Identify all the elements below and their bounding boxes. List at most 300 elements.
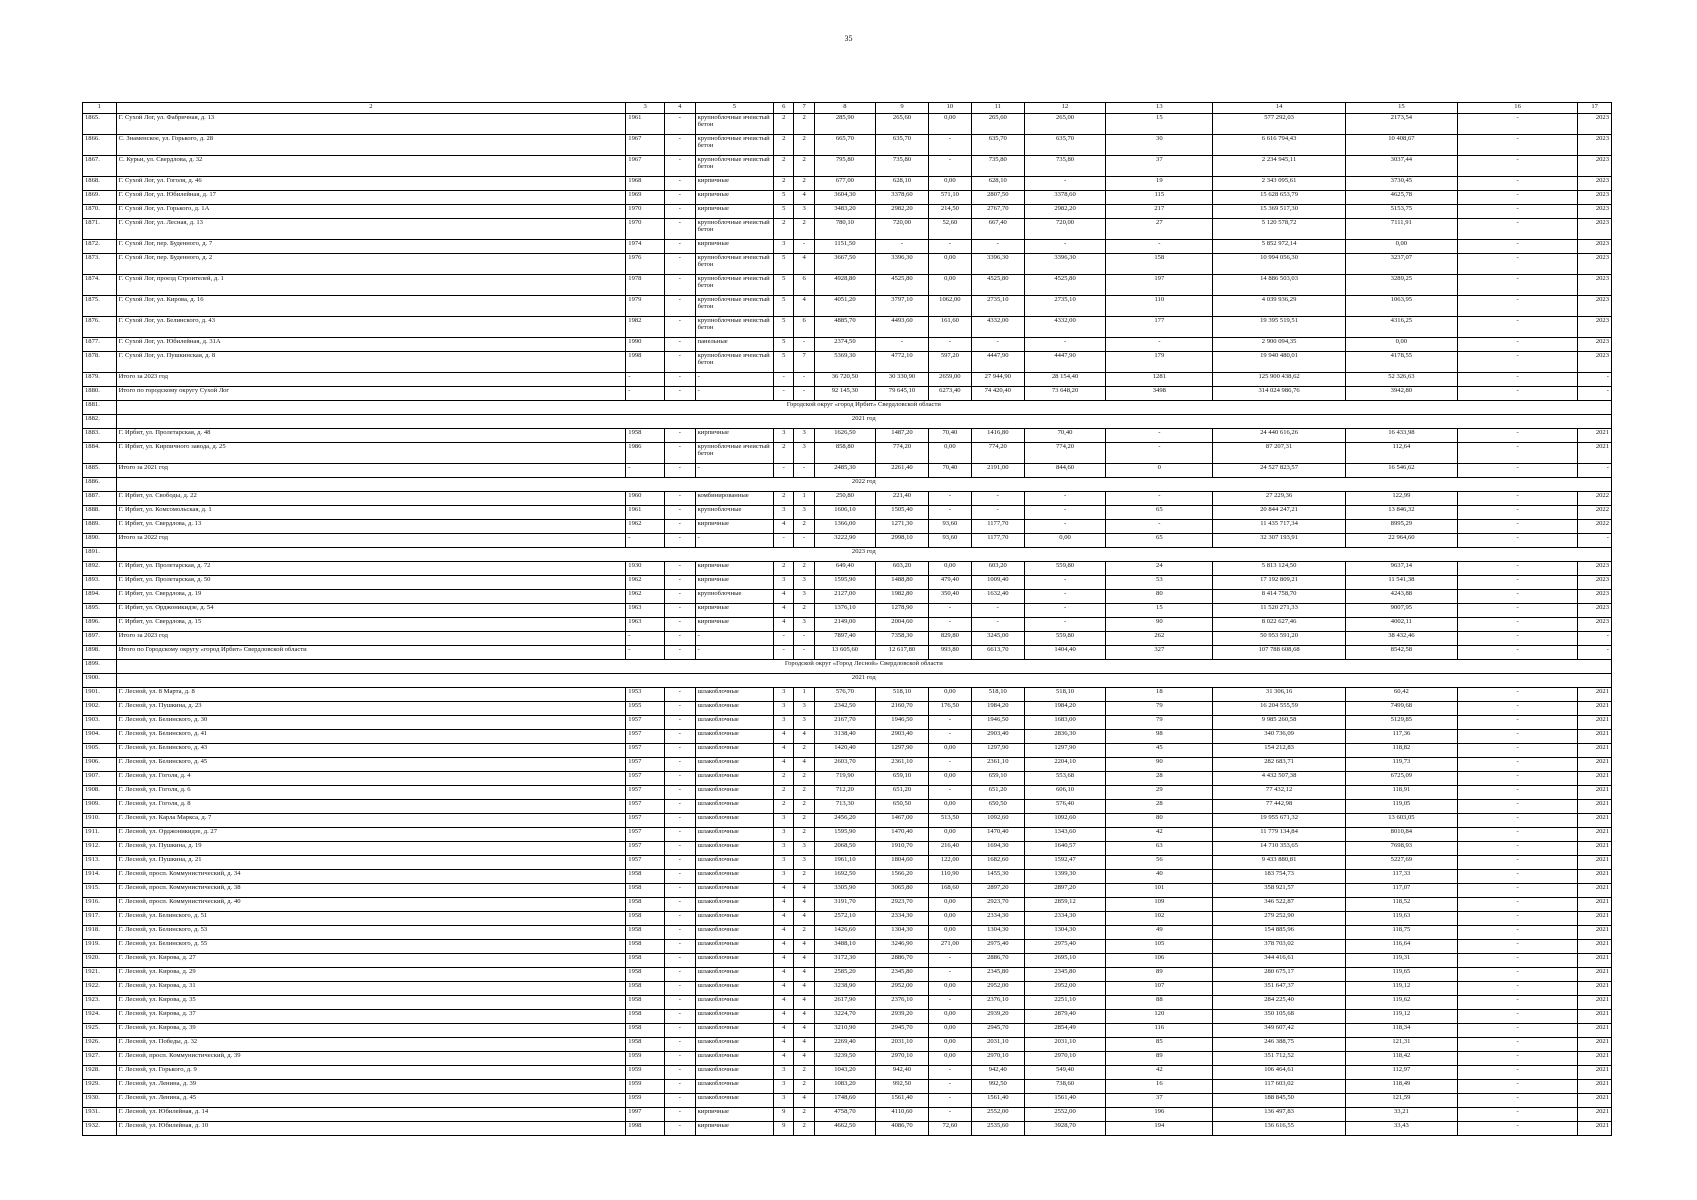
table-cell: 14 710 353,65 — [1213, 842, 1346, 856]
table-cell: - — [1024, 177, 1106, 191]
table-cell: 177 — [1106, 317, 1213, 338]
table-cell: 4447,90 — [1024, 352, 1106, 373]
table-cell: 2 — [794, 219, 814, 240]
row-number: 1874. — [83, 275, 117, 296]
table-cell: 1958 — [626, 898, 665, 912]
table-cell: 4 — [774, 604, 794, 618]
table-cell: 2 — [794, 828, 814, 842]
table-cell: 24 — [1106, 562, 1213, 576]
table-cell: шлакоблочные — [695, 842, 773, 856]
table-cell: - — [695, 534, 773, 548]
table-cell: 118,52 — [1345, 898, 1457, 912]
table-cell: 650,50 — [971, 800, 1024, 814]
table-cell: - — [665, 576, 696, 590]
table-cell: 1961,10 — [814, 856, 875, 870]
table-cell: 1958 — [626, 912, 665, 926]
table-cell: 774,20 — [1024, 443, 1106, 464]
table-cell: 5 120 578,72 — [1213, 219, 1346, 240]
table-cell: - — [1457, 786, 1577, 800]
table-cell: 1 — [794, 492, 814, 506]
row-number: 1932. — [83, 1122, 117, 1136]
table-cell: 3 — [794, 590, 814, 604]
table-cell: 1063,95 — [1345, 296, 1457, 317]
table-cell: - — [774, 534, 794, 548]
table-cell: 5153,75 — [1345, 205, 1457, 219]
table-cell: 10 994 056,30 — [1213, 254, 1346, 275]
table-cell: - — [665, 968, 696, 982]
table-cell: 118,49 — [1345, 1080, 1457, 1094]
table-cell: 4 — [774, 982, 794, 996]
table-cell: 3 — [774, 1094, 794, 1108]
table-cell: 597,20 — [928, 352, 971, 373]
table-cell: 7111,91 — [1345, 219, 1457, 240]
table-cell: 2 — [794, 870, 814, 884]
row-number: 1906. — [83, 758, 117, 772]
table-cell: - — [1457, 1122, 1577, 1136]
table-cell: - — [1457, 275, 1577, 296]
table-cell: 2021 — [1578, 870, 1612, 884]
table-cell: - — [665, 828, 696, 842]
table-cell: - — [794, 632, 814, 646]
table-cell: 2 — [794, 926, 814, 940]
table-cell: 795,80 — [814, 156, 875, 177]
address-cell: Г. Сухой Лог, ул. Юбилейная, д. 31А — [116, 338, 626, 352]
table-cell: 2 — [794, 520, 814, 534]
table-cell: 63 — [1106, 842, 1213, 856]
table-cell: 2021 — [1578, 758, 1612, 772]
address-cell: Г. Сухой Лог, ул. Горького, д. 1А — [116, 205, 626, 219]
row-number: 1917. — [83, 912, 117, 926]
table-cell: 0,00 — [928, 898, 971, 912]
table-cell: - — [1457, 191, 1577, 205]
table-cell: 194 — [1106, 1122, 1213, 1136]
table-cell: 659,10 — [875, 772, 928, 786]
total-row — [83, 534, 1612, 548]
table-cell: - — [665, 758, 696, 772]
table-cell: 603,20 — [971, 562, 1024, 576]
total-row — [83, 646, 1612, 660]
table-cell: шлакоблочные — [695, 814, 773, 828]
table-cell: 1958 — [626, 1024, 665, 1038]
table-cell: 4 — [774, 758, 794, 772]
table-cell: 513,50 — [928, 814, 971, 828]
table-cell: 553,68 — [1024, 772, 1106, 786]
table-cell: - — [1457, 828, 1577, 842]
table-cell: 4 — [774, 520, 794, 534]
address-cell: С. Курьи, ул. Свердлова, д. 32 — [116, 156, 626, 177]
table-cell: 5 813 124,50 — [1213, 562, 1346, 576]
address-cell: Г. Лесной, ул. Юбилейная, д. 10 — [116, 1122, 626, 1136]
table-cell: 154 885,96 — [1213, 926, 1346, 940]
table-cell: 121,31 — [1345, 1038, 1457, 1052]
address-cell: Г. Лесной, ул. Кирова, д. 29 — [116, 968, 626, 982]
table-cell: - — [928, 1080, 971, 1094]
table-cell: 50 953 591,20 — [1213, 632, 1346, 646]
table-cell: - — [665, 317, 696, 338]
table-cell: - — [665, 429, 696, 443]
address-cell: Г. Лесной, ул. Белинского, д. 53 — [116, 926, 626, 940]
table-cell: 1467,00 — [875, 814, 928, 828]
table-row — [83, 296, 1612, 317]
table-cell: 2023 — [1578, 296, 1612, 317]
table-cell: 2585,20 — [814, 968, 875, 982]
table-cell: 2021 — [1578, 814, 1612, 828]
table-cell: 1640,57 — [1024, 842, 1106, 856]
table-cell: кирпичные — [695, 520, 773, 534]
table-cell: - — [971, 492, 1024, 506]
table-cell: 1151,50 — [814, 240, 875, 254]
table-row — [83, 1108, 1612, 1122]
table-cell: - — [1457, 884, 1577, 898]
table-cell: 1626,50 — [814, 429, 875, 443]
table-cell: 49 — [1106, 926, 1213, 940]
table-cell: 3 — [774, 240, 794, 254]
row-number: 1881. — [83, 401, 117, 415]
row-number: 1908. — [83, 786, 117, 800]
table-cell: - — [1457, 1066, 1577, 1080]
table-cell: 2886,70 — [971, 954, 1024, 968]
table-cell: 119,62 — [1345, 996, 1457, 1010]
table-cell: 1505,40 — [875, 506, 928, 520]
header-cell: 13 — [1106, 103, 1213, 114]
table-cell: - — [665, 443, 696, 464]
address-cell: Г. Лесной, ул. Пушкина, д. 19 — [116, 842, 626, 856]
section-heading-row — [83, 478, 1612, 492]
table-cell: - — [665, 177, 696, 191]
table-cell: 5 — [774, 254, 794, 275]
table-cell: 378 703,02 — [1213, 940, 1346, 954]
table-cell: 576,40 — [1024, 800, 1106, 814]
table-cell: 2261,40 — [875, 464, 928, 478]
table-cell: 1420,40 — [814, 744, 875, 758]
table-cell: - — [665, 618, 696, 632]
table-cell: - — [875, 338, 928, 352]
table-cell: 3396,30 — [875, 254, 928, 275]
address-cell: Г. Ирбит, ул. Пролетарская, д. 48 — [116, 429, 626, 443]
table-cell: 2975,40 — [971, 940, 1024, 954]
table-cell: 4 — [774, 940, 794, 954]
table-cell: - — [1457, 842, 1577, 856]
row-number: 1913. — [83, 856, 117, 870]
table-cell: 19 — [1106, 177, 1213, 191]
table-cell: - — [774, 387, 794, 401]
row-number: 1911. — [83, 828, 117, 842]
table-cell: 1957 — [626, 730, 665, 744]
table-row — [83, 954, 1612, 968]
table-cell: шлакоблочные — [695, 800, 773, 814]
table-cell: 13 603,05 — [1345, 814, 1457, 828]
table-cell: 2023 — [1578, 135, 1612, 156]
table-cell: 1092,60 — [971, 814, 1024, 828]
table-cell: 4525,80 — [1024, 275, 1106, 296]
address-cell: Г. Лесной, ул. Ленина, д. 45 — [116, 1094, 626, 1108]
table-cell: 53 — [1106, 576, 1213, 590]
table-cell: 2945,70 — [971, 1024, 1024, 1038]
table-cell: 1961 — [626, 506, 665, 520]
table-cell: - — [794, 534, 814, 548]
table-cell: шлакоблочные — [695, 1024, 773, 1038]
table-cell: 105 — [1106, 940, 1213, 954]
table-cell: 2021 — [1578, 800, 1612, 814]
table-cell: 1595,90 — [814, 576, 875, 590]
table-row — [83, 912, 1612, 926]
table-cell: 3191,70 — [814, 898, 875, 912]
table-cell: 351 647,37 — [1213, 982, 1346, 996]
table-cell: 720,00 — [875, 219, 928, 240]
table-cell: 3239,50 — [814, 1052, 875, 1066]
table-cell: 3224,70 — [814, 1010, 875, 1024]
table-cell: 1957 — [626, 772, 665, 786]
table-cell: 2021 — [1578, 744, 1612, 758]
table-cell: 2 — [774, 219, 794, 240]
table-cell: 112,97 — [1345, 1066, 1457, 1080]
table-cell: 4 — [794, 730, 814, 744]
table-cell: 1177,70 — [971, 520, 1024, 534]
table-cell: 1958 — [626, 954, 665, 968]
address-cell: Итого за 2023 год — [116, 373, 626, 387]
table-cell: 1968 — [626, 177, 665, 191]
table-cell: кирпичные — [695, 562, 773, 576]
table-cell: - — [928, 954, 971, 968]
table-cell: крупноблочные ячеистый бетон — [695, 317, 773, 338]
table-cell: 738,60 — [1024, 1080, 1106, 1094]
table-cell: 1297,90 — [875, 744, 928, 758]
table-cell: 4 — [794, 1010, 814, 1024]
table-row — [83, 177, 1612, 191]
table-cell: 117,36 — [1345, 730, 1457, 744]
table-cell: - — [665, 205, 696, 219]
table-cell: 27 944,90 — [971, 373, 1024, 387]
table-cell: 120 — [1106, 1010, 1213, 1024]
table-cell: - — [665, 1066, 696, 1080]
table-cell: - — [1024, 240, 1106, 254]
table-cell: 3222,90 — [814, 534, 875, 548]
address-cell: Г. Лесной, ул. Пушкина, д. 23 — [116, 702, 626, 716]
table-cell: 2 — [794, 814, 814, 828]
table-cell: - — [1457, 156, 1577, 177]
table-row — [83, 240, 1612, 254]
table-cell: 4051,20 — [814, 296, 875, 317]
table-cell: 3 — [774, 814, 794, 828]
table-cell: панельные — [695, 338, 773, 352]
table-cell: 216,40 — [928, 842, 971, 856]
table-cell: - — [928, 156, 971, 177]
table-cell: 28 154,40 — [1024, 373, 1106, 387]
table-cell: - — [1457, 534, 1577, 548]
table-cell: 603,20 — [875, 562, 928, 576]
table-cell: 2836,30 — [1024, 730, 1106, 744]
table-cell: 2970,10 — [1024, 1052, 1106, 1066]
table-cell: 8 414 758,70 — [1213, 590, 1346, 604]
table-cell: - — [626, 646, 665, 660]
table-row — [83, 1038, 1612, 1052]
table-cell: 9 985 260,58 — [1213, 716, 1346, 730]
table-cell: 3378,60 — [875, 191, 928, 205]
table-cell: - — [665, 254, 696, 275]
table-cell: 2903,40 — [971, 730, 1024, 744]
table-row — [83, 429, 1612, 443]
table-cell: 3 — [794, 205, 814, 219]
table-cell: 3797,10 — [875, 296, 928, 317]
table-cell: 0,00 — [928, 1024, 971, 1038]
table-cell: 284 225,40 — [1213, 996, 1346, 1010]
table-cell: 2021 — [1578, 954, 1612, 968]
table-cell: кирпичные — [695, 191, 773, 205]
table-cell: 1271,30 — [875, 520, 928, 534]
table-cell: 1990 — [626, 338, 665, 352]
table-cell: - — [1457, 443, 1577, 464]
table-cell: 1959 — [626, 1052, 665, 1066]
table-cell: 1970 — [626, 219, 665, 240]
table-cell: - — [928, 338, 971, 352]
table-cell: 70,40 — [928, 429, 971, 443]
table-cell: - — [928, 135, 971, 156]
table-cell: 37 — [1106, 156, 1213, 177]
table-cell: - — [1578, 646, 1612, 660]
table-cell: 1399,30 — [1024, 870, 1106, 884]
table-cell: 1970 — [626, 205, 665, 219]
table-cell: шлакоблочные — [695, 982, 773, 996]
table-cell: 2897,20 — [971, 884, 1024, 898]
table-cell: 1963 — [626, 618, 665, 632]
table-cell: 24 527 823,57 — [1213, 464, 1346, 478]
table-cell: 7358,30 — [875, 632, 928, 646]
row-number: 1916. — [83, 898, 117, 912]
row-number: 1914. — [83, 870, 117, 884]
address-cell: Г. Лесной, ул. Ленина, д. 39 — [116, 1080, 626, 1094]
table-cell: 1561,40 — [875, 1094, 928, 1108]
table-cell: - — [1457, 702, 1577, 716]
table-cell: - — [774, 373, 794, 387]
table-cell: - — [1457, 562, 1577, 576]
table-cell: - — [1457, 506, 1577, 520]
table-cell: - — [1106, 443, 1213, 464]
table-cell: 2 — [794, 744, 814, 758]
table-cell: 649,40 — [814, 562, 875, 576]
table-cell: 844,60 — [1024, 464, 1106, 478]
table-cell: - — [1457, 912, 1577, 926]
table-cell: 77 432,12 — [1213, 786, 1346, 800]
table-cell: 2023 — [1578, 191, 1612, 205]
table-cell: - — [665, 800, 696, 814]
row-number: 1879. — [83, 373, 117, 387]
table-cell: 7897,40 — [814, 632, 875, 646]
table-cell: - — [1457, 1052, 1577, 1066]
table-cell: 5 — [774, 191, 794, 205]
table-cell: 79 645,10 — [875, 387, 928, 401]
table-cell: - — [1578, 387, 1612, 401]
total-row — [83, 632, 1612, 646]
table-cell: 2021 — [1578, 1066, 1612, 1080]
table-cell: 4 — [794, 1024, 814, 1038]
table-cell: 1958 — [626, 870, 665, 884]
table-cell: 0,00 — [928, 982, 971, 996]
table-cell: - — [665, 338, 696, 352]
table-cell: 154 212,83 — [1213, 744, 1346, 758]
table-cell: 4 — [774, 590, 794, 604]
table-cell: 3396,30 — [1024, 254, 1106, 275]
table-row — [83, 1052, 1612, 1066]
table-cell: 2 — [774, 135, 794, 156]
table-cell: - — [1578, 534, 1612, 548]
table-row — [83, 884, 1612, 898]
table-row — [83, 716, 1612, 730]
table-cell: 33,43 — [1345, 1122, 1457, 1136]
address-cell: Г. Сухой Лог, ул. Юбилейная, д. 17 — [116, 191, 626, 205]
table-cell: 0,00 — [1345, 338, 1457, 352]
table-cell: 2021 — [1578, 1080, 1612, 1094]
table-cell: 992,50 — [875, 1080, 928, 1094]
table-cell: 1946,50 — [875, 716, 928, 730]
table-cell: 1297,90 — [1024, 744, 1106, 758]
table-cell: 1930 — [626, 562, 665, 576]
table-cell: 2021 — [1578, 1052, 1612, 1066]
address-cell: Г. Лесной, ул. Гоголя, д. 4 — [116, 772, 626, 786]
table-cell: 1984,20 — [971, 702, 1024, 716]
table-cell: 4 — [774, 1052, 794, 1066]
row-number: 1878. — [83, 352, 117, 373]
table-cell: - — [1457, 1108, 1577, 1122]
table-cell: 735,80 — [875, 156, 928, 177]
table-cell: 2 — [794, 772, 814, 786]
table-row — [83, 1024, 1612, 1038]
table-cell: 1959 — [626, 1094, 665, 1108]
table-cell: кирпичные — [695, 177, 773, 191]
table-cell: 16 204 555,59 — [1213, 702, 1346, 716]
table-row — [83, 828, 1612, 842]
table-cell: 1470,40 — [875, 828, 928, 842]
header-cell: 15 — [1345, 103, 1457, 114]
table-cell: 250,80 — [814, 492, 875, 506]
table-cell: 122,99 — [1345, 492, 1457, 506]
header-cell: 16 — [1457, 103, 1577, 114]
table-cell: 2021 — [1578, 898, 1612, 912]
header-cell: 10 — [928, 103, 971, 114]
table-cell: - — [665, 506, 696, 520]
table-cell: 1998 — [626, 352, 665, 373]
table-cell: 2023 — [1578, 240, 1612, 254]
table-cell: 217 — [1106, 205, 1213, 219]
table-cell: 262 — [1106, 632, 1213, 646]
table-cell: 4 — [794, 898, 814, 912]
table-cell: 1957 — [626, 716, 665, 730]
table-cell: - — [665, 191, 696, 205]
table-cell: - — [971, 240, 1024, 254]
address-cell: Г. Ирбит, ул. Свердлова, д. 19 — [116, 590, 626, 604]
table-cell: 4 — [794, 968, 814, 982]
table-cell: 2 — [794, 1108, 814, 1122]
table-row — [83, 590, 1612, 604]
row-number: 1871. — [83, 219, 117, 240]
table-cell: 2854,49 — [1024, 1024, 1106, 1038]
table-cell: - — [665, 982, 696, 996]
section-title: 2022 год — [116, 478, 1611, 492]
address-cell: Г. Ирбит, ул. Комсомольская, д. 1 — [116, 506, 626, 520]
table-cell: 2068,50 — [814, 842, 875, 856]
row-number: 1919. — [83, 940, 117, 954]
table-cell: шлакоблочные — [695, 702, 773, 716]
table-cell: 2361,10 — [971, 758, 1024, 772]
table-cell: - — [665, 1052, 696, 1066]
table-cell: 2 — [794, 135, 814, 156]
table-body — [83, 103, 1612, 1136]
row-number: 1930. — [83, 1094, 117, 1108]
table-cell: 20 844 247,21 — [1213, 506, 1346, 520]
table-cell: 659,10 — [971, 772, 1024, 786]
table-cell: 3730,45 — [1345, 177, 1457, 191]
table-cell: 4 — [794, 191, 814, 205]
table-cell: 2167,70 — [814, 716, 875, 730]
